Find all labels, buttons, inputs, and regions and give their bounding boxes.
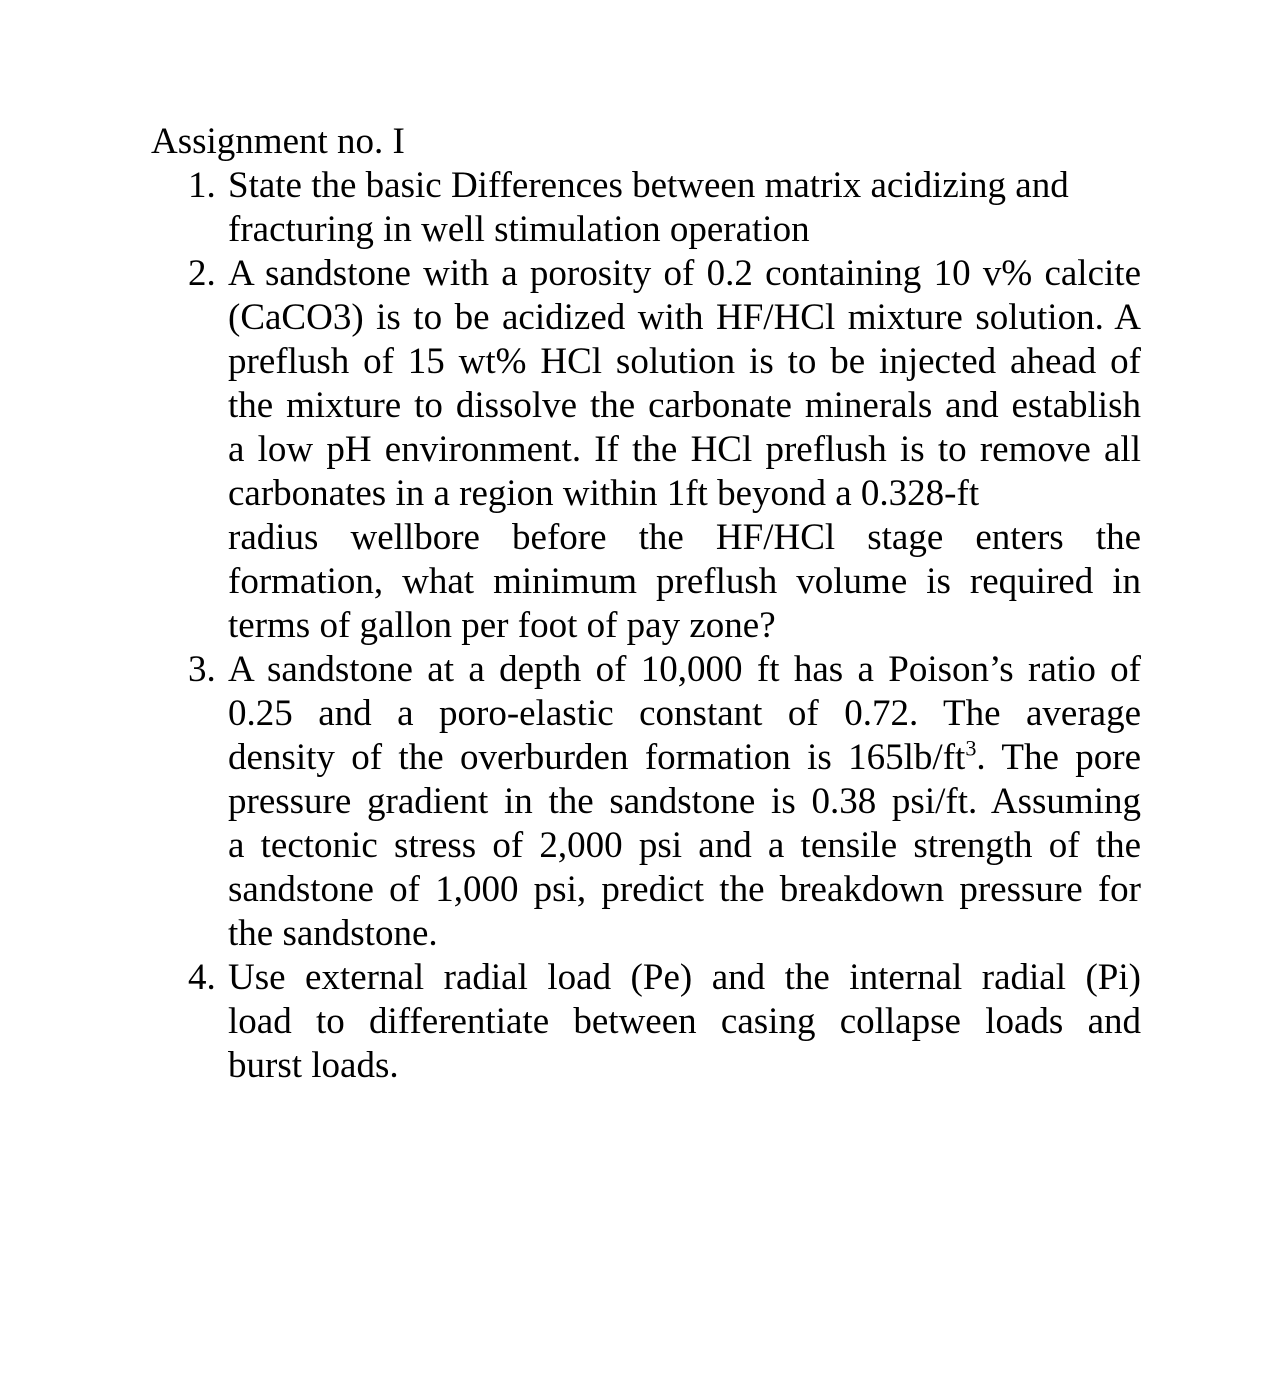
- text-line: A sandstone with a porosity of 0.2 containing 10 v% calcite: [228, 253, 1141, 294]
- text-line: carbonates in a region within 1ft beyond a 0.328-ft: [228, 473, 980, 514]
- question-text: [228, 252, 1141, 648]
- question-number: 4.: [188, 957, 216, 998]
- text-line: the sandstone.: [228, 913, 438, 954]
- assignment-title: Assignment no. I: [151, 121, 405, 162]
- text-line: Use external radial load (Pe) and the internal radial (Pi): [228, 957, 1141, 998]
- text-fragment: . The pore: [976, 737, 1141, 778]
- superscript: 3: [965, 735, 977, 761]
- text-line: (CaCO3) is to be acidized with HF/HCl mixture solution. A: [228, 297, 1141, 338]
- text-line: load to differentiate between casing collapse loads and: [228, 1001, 1141, 1042]
- question-2: [151, 252, 1141, 648]
- text-line: sandstone of 1,000 psi, predict the breakdown pressure for: [228, 869, 1141, 910]
- text-line: terms of gallon per foot of pay zone?: [228, 605, 776, 646]
- question-text: [228, 956, 1141, 1088]
- text-line: a tectonic stress of 2,000 psi and a tensile strength of the: [228, 825, 1141, 866]
- text-line: formation, what minimum preflush volume is required in: [228, 561, 1141, 602]
- text-line: radius wellbore before the HF/HCl stage enters the: [228, 517, 1141, 558]
- text-line: 0.25 and a poro-elastic constant of 0.72. The average: [228, 693, 1141, 734]
- question-number: 1.: [188, 165, 216, 206]
- text-fragment: density of the overburden formation is 165lb/ft: [228, 737, 966, 778]
- question-number: 3.: [188, 649, 216, 690]
- text-line: preflush of 15 wt% HCl solution is to be injected ahead of: [228, 341, 1141, 382]
- question-1: [151, 164, 1141, 252]
- text-line: fracturing in well stimulation operation: [228, 209, 810, 250]
- question-list: [151, 164, 1141, 1088]
- text-line-with-superscript: [228, 736, 1141, 780]
- text-line: a low pH environment. If the HCl preflush is to remove all: [228, 429, 1141, 470]
- text-line: State the basic Differences between matrix acidizing and: [228, 165, 1069, 206]
- text-line: the mixture to dissolve the carbonate minerals and establish: [228, 385, 1141, 426]
- question-text: [228, 648, 1141, 956]
- question-4: [151, 956, 1141, 1088]
- question-text: [228, 164, 1141, 252]
- question-3: [151, 648, 1141, 956]
- question-number: 2.: [188, 253, 216, 294]
- text-line: pressure gradient in the sandstone is 0.38 psi/ft. Assuming: [228, 781, 1141, 822]
- text-line: A sandstone at a depth of 10,000 ft has a Poison’s ratio of: [228, 649, 1141, 690]
- text-line: burst loads.: [228, 1045, 399, 1086]
- document-page: [151, 120, 1141, 1088]
